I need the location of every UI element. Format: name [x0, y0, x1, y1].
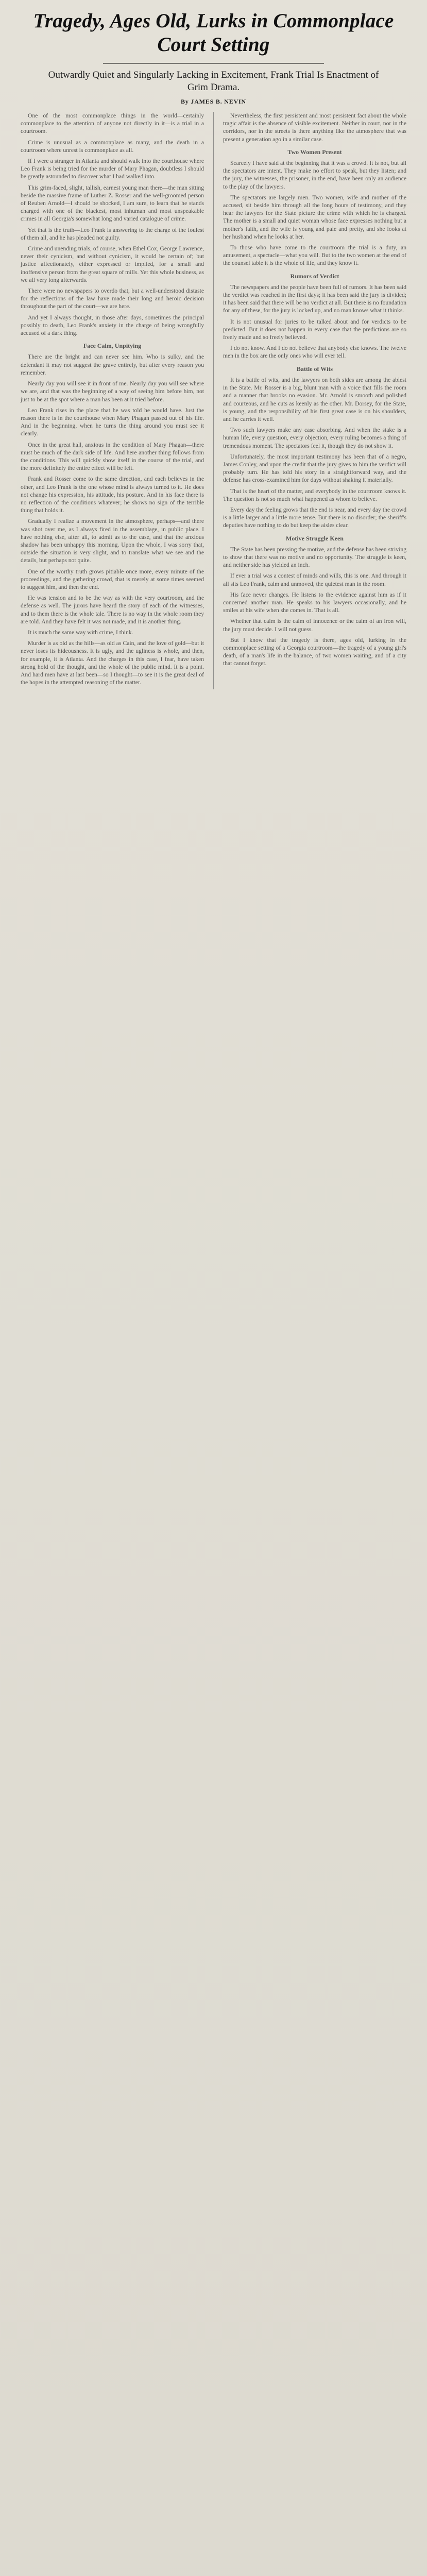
deck: Outwardly Quiet and Singularly Lacking in Excitement, Frank Trial Is Enactment of Grim Drama.	[48, 70, 379, 93]
paragraph: It is much the same way with crime, I think.	[28, 629, 133, 636]
paragraph: Yet that is the truth—Leo Frank is answering to the charge of the foulest of them all, and he has pleaded not guilty.	[21, 226, 204, 241]
paragraph: Two such lawyers make any case absorbing. And when the stake is a human life, every question, every objection, every ruling becomes a thing of tremendous moment. The spectators feel it, though they do not show it.	[223, 427, 406, 449]
paragraph: I do not know. And I do not believe that anybody else knows. The twelve men in the box are the only ones who will ever tell.	[223, 345, 406, 360]
paragraph: To those who have come to the courtroom the trial is a duty, an amusement, a spectacle—what you will. But to the two women at the end of the counsel table it is the whole of life, and they know it.	[223, 244, 406, 267]
right-column	[223, 112, 406, 689]
paragraph: But I know that the tragedy is there, ages old, lurking in the commonplace setting of a Georgia courtroom—the tragedy of a young girl's death, of a man's life in the balance, of two women waiting, and of a city that cannot forget.	[223, 636, 406, 667]
paragraph: The spectators are largely men. Two women, wife and mother of the accused, sit beside him through all the long hours of testimony, and they hear the lawyers for the State picture the crime with which he is charged. The mother is a small and quiet woman whose face expresses nothing but a mother's faith, and the wife is young and pale and pretty, and she looks at her husband when he looks at her.	[223, 194, 406, 240]
paragraph: Crime and unending trials, of course, when Ethel Cox, George Lawrence, never their cynicism, and without cynicism, it would be certain of; but justice affectionately, either expressed or implied, for a small and inoffensive person from the great square of mills. Yet this whole business, as we all very long afterwards.	[21, 245, 204, 283]
paragraph: The State has been pressing the motive, and the defense has been striving to show that there was no motive and no opportunity. The struggle is keen, and neither side has yielded an inch.	[223, 546, 406, 569]
paragraph: Frank and Rosser come to the same direction, and each believes in the other, and Leo Frank is the one whose mind is always turned to it. He does not change his expression, his attitude, his posture. And in his face there is no reflection of the conditions whatever; he shows no sign of the terrible thing that holds it.	[21, 476, 204, 514]
paragraph: The newspapers and the people have been full of rumors. It has been said the verdict was reached in the first days; it has been said the jury is divided; it has been said that there will be no verdict at all. But there is no foundation for any of these, for the jury is locked up, and no man knows what it thinks.	[223, 283, 406, 314]
paragraph: That is the heart of the matter, and everybody in the courtroom knows it. The question is not so much what happened as whom to believe.	[223, 487, 406, 502]
paragraph: Leo Frank rises in the place that he was told he would have. Just the reason there is in the courthouse when Mary Phagan passed out of his life. And in the beginning, when he turns the thing around you must see it clearly.	[21, 406, 204, 437]
paragraph: One of the worthy truth grows pitiable once more, every minute of the proceedings, and the gathering crowd, that is merely at some times seemed to suggest him, and then the end.	[21, 568, 204, 590]
article-columns	[21, 112, 406, 689]
paragraph: If I were a stranger in Atlanta and should walk into the courthouse where Leo Frank is being tried for the murder of Mary Phagan, doubtless I should be greatly astounded to discover what I had walked into.	[21, 158, 204, 180]
paragraph: Nevertheless, the first persistent and most persistent fact about the whole tragic affair is the absence of visible excitement. Neither in court, nor in the corridors, nor in the streets is there anything like the atmosphere that was present a generation ago in a similar case.	[223, 112, 406, 143]
paragraph: If ever a trial was a contest of minds and wills, this is one. And through it all sits Leo Frank, calm and unmoved, the quietest man in the room.	[223, 572, 406, 587]
paragraph: Gradually I realize a movement in the atmosphere, perhaps—and there was shot over me, as I always fired in the assemblage, in public place. I have nothing else, after all, to admit as to the case, and that the anxious shadow has been unhappy this morning. Upon the whole, I was sorry that, outside the situation is very slight, and to translate what we see and the details, but perhaps not quite.	[21, 518, 204, 564]
byline: By JAMES B. NEVIN	[181, 98, 246, 105]
paragraph: He was tension and to be the way as with the very courtroom, and the defense as well. The jurors have heard the story of each of the witnesses, and to them there is the whole tale. There is no way in the whole room they are told. And they have felt it was not made, and it is another thing.	[21, 595, 204, 625]
paragraph: Unfortunately, the most important testimony has been that of a negro, James Conley, and upon the credit that the jury gives to him the verdict will probably turn. He has told his story in a straightforward way, and the defense has cross-examined him for days without shaking it materially.	[223, 453, 406, 484]
subhead-rumors-verdict: Rumors of Verdict	[290, 272, 339, 280]
paragraph: This grim-faced, slight, tallish, earnest young man there—the man sitting beside the massive frame of Luther Z. Rosser and the well-groomed person of Reuben Arnold—I should be shocked, I am sure, to learn that he stands charged with one of the blackest, most inhuman and most unspeakable crimes in all Georgia's somewhat long and varied catalogue of crime.	[21, 184, 204, 223]
paragraph: It is not unusual for juries to be talked about and for verdicts to be predicted. But it does not happen in every case that the predictions are so freely made and so freely believed.	[223, 318, 406, 341]
left-column	[21, 112, 204, 689]
paragraph: Scarcely I have said at the beginning that it was a crowd. It is not, but all the spectators are intent. They make no effort to speak, but they listen; and the jury, the witnesses, the prisoner, in the end, have been only an audience to the play of the lawyers.	[223, 160, 406, 190]
subhead-face-calm: Face Calm, Unpitying	[83, 342, 142, 350]
paragraph: Crime is unusual as a commonplace as many, and the death in a courtroom where unrest is commonplace as all.	[21, 139, 204, 154]
headline: Tragedy, Ages Old, Lurks in Commonplace Court Setting	[33, 10, 394, 56]
paragraph: Whether that calm is the calm of innocence or the calm of an iron will, the jury must decide. I will not guess.	[223, 618, 406, 633]
paragraph: It is a battle of wits, and the lawyers on both sides are among the ablest in the State. Mr. Rosser is a big, blunt man with a voice that fills the room and a manner that brooks no evasion. Mr. Arnold is smooth and polished and courteous, and he cuts as keenly as the other. Mr. Dorsey, for the State, is young, and the responsibility of his first great case is on his shoulders, and he carries it well.	[223, 376, 406, 422]
column-divider	[213, 112, 214, 689]
headline-rule	[103, 63, 324, 64]
subhead-battle-of-wits: Battle of Wits	[296, 365, 333, 372]
paragraph: And yet I always thought, in those after days, sometimes the principal possibly to death, Leo Frank's anxiety in the charge of being wrongfully accused of a dark thing.	[21, 314, 204, 337]
paragraph: Murder is as old as the hills—as old as Cain, and the love of gold—but it never loses its hideousness. It is ugly, and the ugliness is whole, and then, for example, it is Atlanta. And the charges in this case, I fear, have taken strong hold of the thought, and the whole of the public mind. It is a point. And hard men have at last been—so I thought—to see it is the great deal of the hopes in the attempted reasoning of the matter.	[21, 640, 204, 686]
subhead-two-women: Two Women Present	[287, 148, 342, 156]
paragraph: There were no newspapers to overdo that, but a well-understood distaste for the reflections of the law have made their long and heroic decision throughout the part of the court—we are here.	[21, 287, 204, 310]
paragraph: His face never changes. He listens to the evidence against him as if it concerned another man. He speaks to his lawyers occasionally, and he smiles at his wife when she comes in. That is all.	[223, 591, 406, 614]
paragraph: Once in the great hall, anxious in the condition of Mary Phagan—there must be much of the dark side of life. And here another thing follows from the conditions. This will quickly show itself in the course of the trial, and the more definitely the entire effect will be felt.	[21, 441, 204, 472]
paragraph: There are the bright and can never see him. Who is sulky, and the defendant it may not suggest the grave entirely, but after every reason you remember.	[21, 353, 204, 376]
paragraph: Every day the feeling grows that the end is near, and every day the crowd is a little larger and a little more tense. But there is no disorder; the sheriff's deputies have nothing to do but keep the aisles clear.	[223, 506, 406, 529]
subhead-motive-struggle: Motive Struggle Keen	[286, 534, 344, 542]
paragraph: Nearly day you will see it in front of me. Nearly day you will see where we are, and that was the beginning of a way of seeing him before him, not just to be at the spot where a man has been at it tried before.	[21, 380, 204, 403]
paragraph: One of the most commonplace things in the world—certainly commonplace to the attention of anyone not directly in it—is a trial in a courtroom.	[21, 112, 204, 135]
